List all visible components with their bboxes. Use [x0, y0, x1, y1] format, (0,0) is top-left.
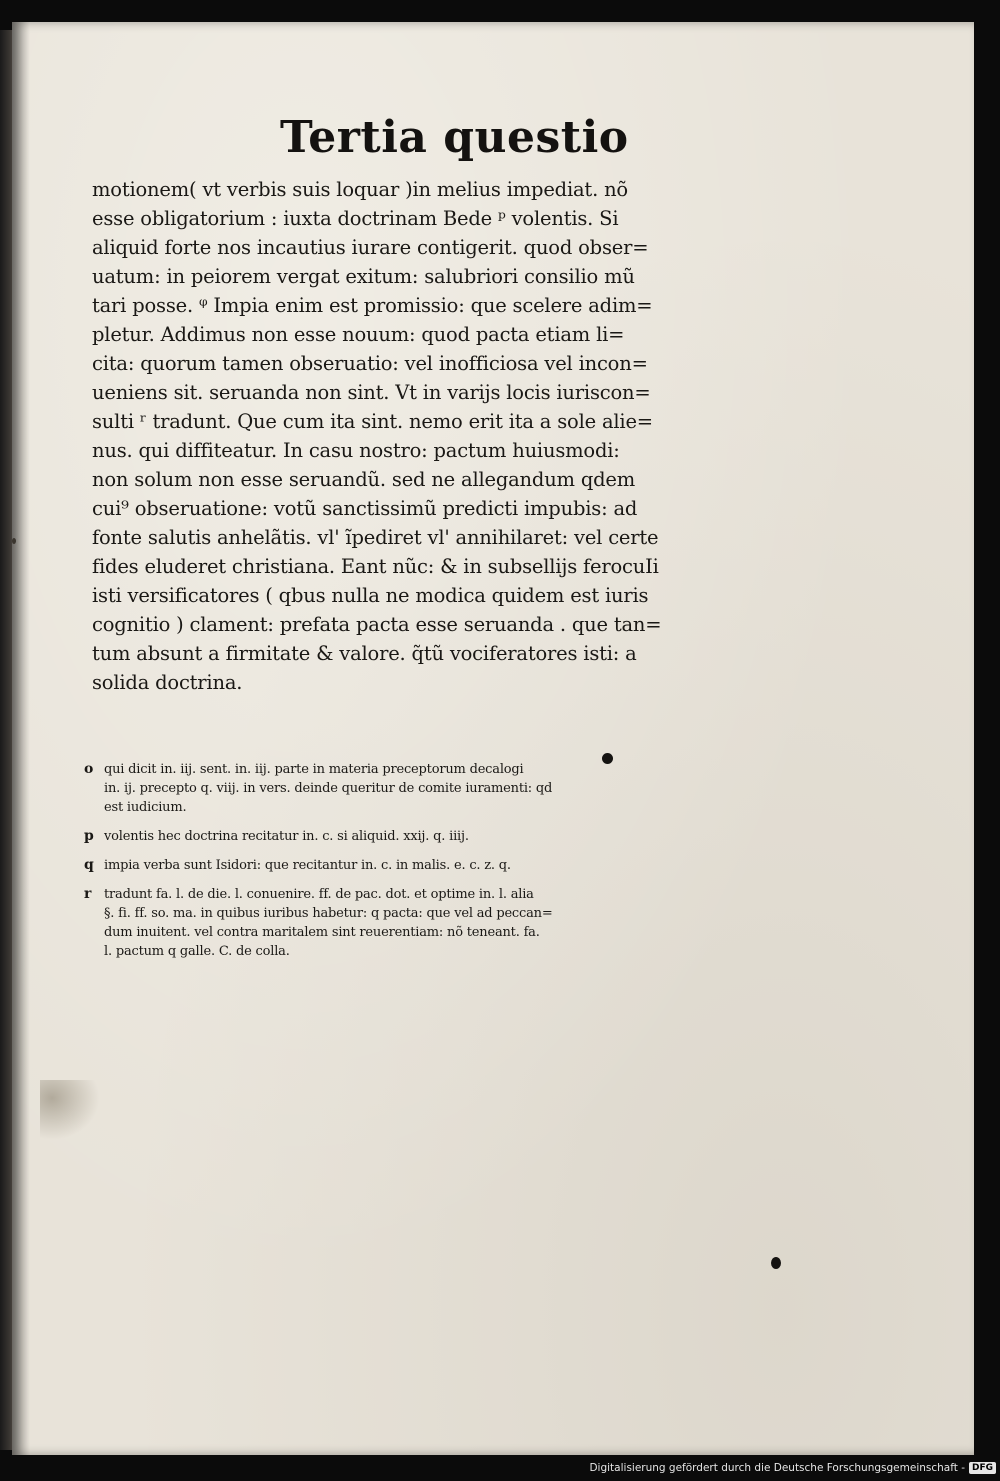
footnote-line: volentis hec doctrina recitatur in. c. si aliquid. xxij. q. iiij.	[104, 829, 469, 844]
text-line: cui⁹ obseruatione: votũ sanctissimũ predicti impubis: ad	[92, 497, 638, 520]
page-heading: Tertia questio	[280, 112, 629, 163]
text-line: cita: quorum tamen obseruatio: vel inofficiosa vel incon=	[92, 352, 648, 375]
footnote-body	[104, 885, 664, 961]
text-line: tari posse. ᵠ Impia enim est promissio: que scelere adim=	[92, 294, 653, 317]
footnote-line: est iudicium.	[104, 800, 187, 815]
footnote-body	[104, 760, 664, 817]
footnote-line: l. pactum q galle. C. de colla.	[104, 944, 290, 959]
text-line: uatum: in peiorem vergat exitum: salubriori consilio mũ	[92, 265, 635, 288]
text-line: solida doctrina.	[92, 671, 243, 694]
text-line: fonte salutis anhelãtis. vl' ĩpediret vl' annihilaret: vel certe	[92, 526, 659, 549]
text-line: ueniens sit. seruanda non sint. Vt in varijs locis iuriscon=	[92, 381, 651, 404]
footnote-line: tradunt fa. l. de die. l. conuenire. ff. de pac. dot. et optime in. l. alia	[104, 887, 534, 902]
footnote-mark: r	[84, 886, 92, 902]
text-line: aliquid forte nos incautius iurare contigerit. quod obser=	[92, 236, 649, 259]
footnote-mark: q	[84, 857, 94, 873]
ink-mark	[771, 1257, 781, 1269]
footnote	[84, 885, 664, 961]
footnote-mark: p	[84, 828, 94, 844]
text-line: fides eluderet christiana. Eant nũc: & in subsellijs ferocuIi	[92, 555, 659, 578]
footnote-line: in. ij. precepto q. viij. in vers. deinde queritur de comite iuramenti: qd	[104, 781, 553, 796]
footnote-line: impia verba sunt Isidori: que recitantur in. c. in malis. e. c. z. q.	[104, 858, 511, 873]
footer-credit: Digitalisierung gefördert durch die Deutsche Forschungsgemeinschaft -	[589, 1462, 965, 1474]
footnote-line: dum inuitent. vel contra maritalem sint reuerentiam: nõ teneant. fa.	[104, 925, 540, 940]
footnote-line: §. fi. ff. so. ma. in quibus iuribus habetur: q pacta: que vel ad peccan=	[104, 906, 553, 921]
footnote	[84, 856, 664, 875]
gutter-shadow	[12, 22, 30, 1455]
text-line: motionem( vt verbis suis loquar )in melius impediat. nõ	[92, 178, 628, 201]
footnote	[84, 827, 664, 846]
text-line: esse obligatorium : iuxta doctrinam Bede ᵖ volentis. Si	[92, 207, 619, 230]
ink-mark	[12, 538, 16, 544]
text-line: cognitio ) clament: prefata pacta esse seruanda . que tan=	[92, 613, 662, 636]
footnote-body	[104, 827, 664, 846]
text-line: non solum non esse seruandũ. sed ne allegandum qdem	[92, 468, 636, 491]
footnote-body	[104, 856, 664, 875]
footnote	[84, 760, 664, 817]
text-line: nus. qui diffiteatur. In casu nostro: pactum huiusmodi:	[92, 439, 620, 462]
text-line: sulti ʳ tradunt. Que cum ita sint. nemo erit ita a sole alie=	[92, 410, 653, 433]
main-text-block	[92, 175, 672, 697]
text-line: pletur. Addimus non esse nouum: quod pacta etiam li=	[92, 323, 625, 346]
digitization-footer	[589, 1458, 996, 1478]
footnote-line: qui dicit in. iij. sent. in. iij. parte in materia preceptorum decalogi	[104, 762, 524, 777]
paper-stain	[40, 1080, 100, 1140]
footnote-mark: o	[84, 761, 94, 777]
text-line: isti versificatores ( qbus nulla ne modica quidem est iuris	[92, 584, 649, 607]
text-line: tum absunt a firmitate & valore. q̃tũ vociferatores isti: a	[92, 642, 637, 665]
marginal-notes	[84, 760, 664, 971]
ink-mark	[602, 753, 613, 764]
dfg-logo-icon: DFG	[969, 1462, 996, 1474]
